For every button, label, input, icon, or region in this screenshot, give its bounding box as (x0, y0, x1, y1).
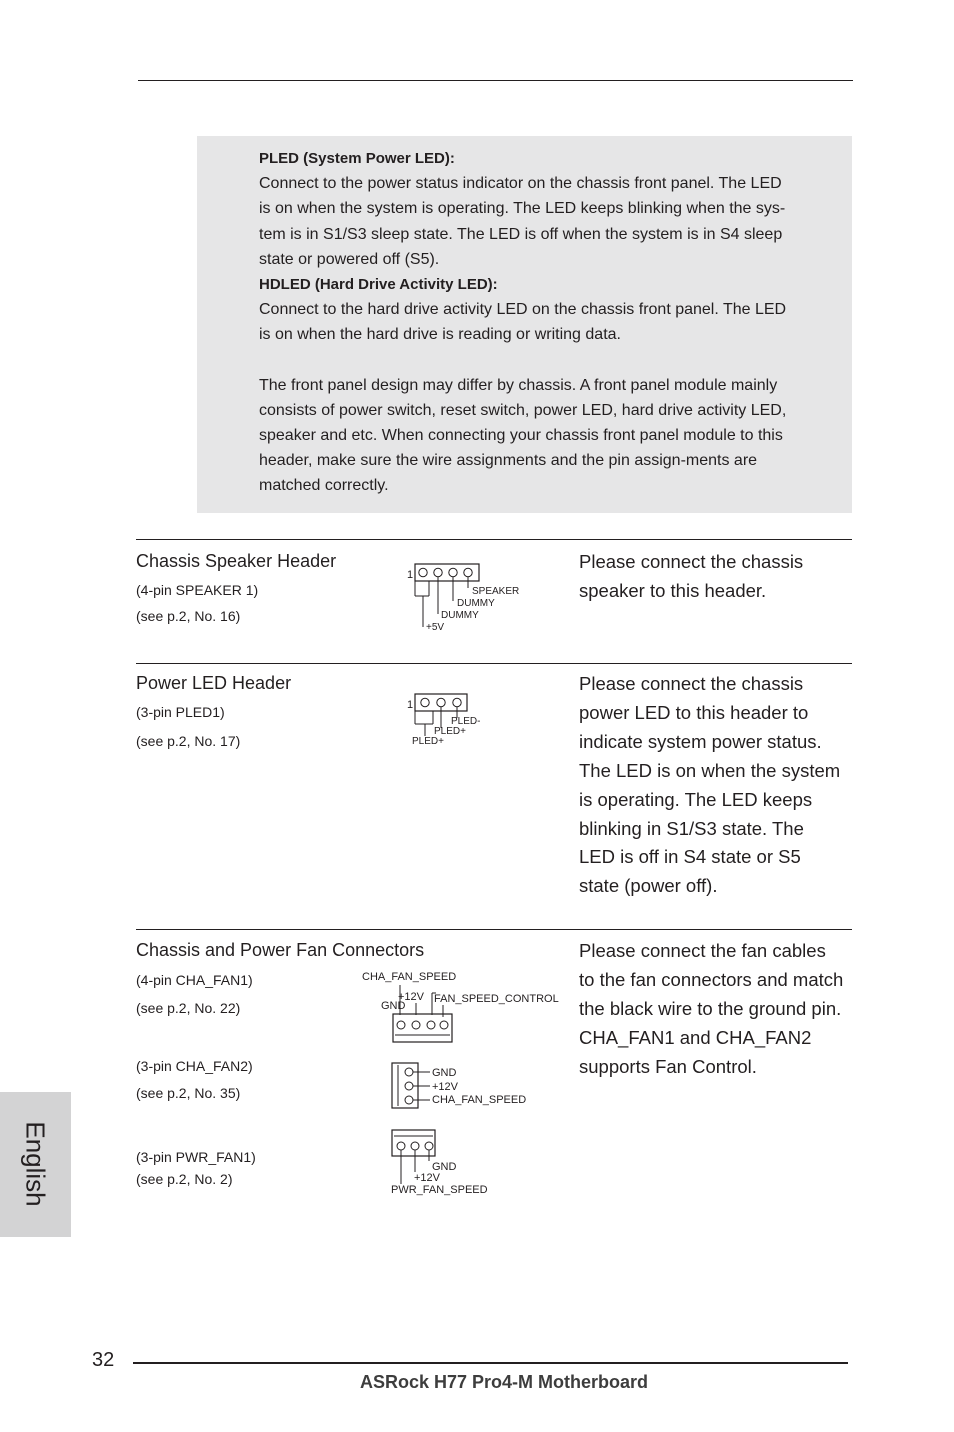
language-tab (0, 1092, 71, 1237)
top-rule (138, 80, 853, 81)
section-rule (136, 663, 852, 664)
desc-line: speaker to this header. (579, 579, 767, 601)
section-rule (136, 929, 852, 930)
note-text (259, 146, 819, 499)
desc-line: state (power off). (579, 875, 718, 897)
speaker-title: Chassis Speaker Header (136, 551, 337, 571)
pin-label-gnd: GND (432, 1067, 457, 1079)
desc-line: Please connect the chassis (579, 673, 804, 694)
cha-fan1-pin: (4-pin CHA_FAN1) (136, 972, 253, 988)
fan-description (579, 937, 859, 1082)
pled-line: tem is in S1/S3 sleep state. The LED is off when the system is in S4 sleep (259, 225, 783, 243)
cha-fan1-diagram (358, 965, 568, 1045)
powerled-header-diagram (400, 690, 495, 748)
pin1-marker: 1 (407, 699, 414, 711)
footer-title: ASRock H77 Pro4-M Motherboard (359, 1372, 649, 1392)
pin-label-12v: +12V (398, 991, 424, 1003)
pled-heading: PLED (System Power LED): (259, 150, 455, 167)
pwr-fan1-ref: (see p.2, No. 2) (136, 1171, 233, 1187)
cha-fan1-ref: (see p.2, No. 22) (136, 1000, 241, 1016)
desc-line: Please connect the chassis (579, 551, 804, 572)
pin-label-pled-plus: PLED+ (434, 726, 466, 737)
desc-line: Please connect the fan cables (579, 940, 826, 961)
desc-line: is operating. The LED keeps (579, 788, 813, 810)
pin-label-pwr-fan-speed: PWR_FAN_SPEED (391, 1184, 488, 1196)
speaker-ref: (see p.2, No. 16) (136, 608, 241, 624)
pin-label-pled-plus: PLED+ (412, 736, 444, 747)
desc-line: CHA_FAN1 and CHA_FAN2 (579, 1026, 812, 1048)
hdled-heading: HDLED (Hard Drive Activity LED): (259, 276, 498, 294)
pin-label-dummy: DUMMY (457, 598, 495, 609)
desc-line: indicate system power status. (579, 730, 822, 752)
desc-line: supports Fan Control. (579, 1055, 757, 1077)
powerled-description (579, 670, 859, 901)
fan-title: Chassis and Power Fan Connectors (136, 940, 425, 960)
pwr-fan1-diagram (388, 1126, 508, 1198)
panel-line: matched correctly. (259, 477, 389, 495)
pin-label-fan-speed-control: FAN_SPEED_CONTROL (434, 993, 559, 1005)
desc-line: power LED to this header to (579, 701, 809, 723)
pled-line: is on when the system is operating. The LED keeps blinking when the sys- (259, 200, 786, 218)
pin1-marker: 1 (407, 569, 414, 581)
pin-label-5v: +5V (426, 622, 445, 633)
panel-line: consists of power switch, reset switch, power LED, hard drive activity LED, (259, 401, 787, 419)
language-tab-label: English (20, 1121, 51, 1207)
pin-label-gnd: GND (381, 1000, 406, 1012)
footer-rule (133, 1362, 848, 1364)
desc-line: The LED is on when the system (579, 759, 841, 781)
pwr-fan1-pin: (3-pin PWR_FAN1) (136, 1149, 256, 1165)
pin-label-12v: +12V (414, 1172, 440, 1184)
pin-label-pled-minus: PLED- (451, 716, 481, 727)
desc-line: the black wire to the ground pin. (579, 997, 842, 1019)
pin-label-12v: +12V (432, 1081, 458, 1093)
pin-label-cha-fan-speed: CHA_FAN_SPEED (362, 971, 457, 983)
panel-line: header, make sure the wire assignments and the pin assign-ments are (259, 452, 758, 470)
cha-fan2-diagram (388, 1060, 528, 1112)
powerled-ref: (see p.2, No. 17) (136, 733, 241, 749)
cha-fan2-pin: (3-pin CHA_FAN2) (136, 1058, 253, 1074)
desc-line: LED is off in S4 state or S5 (579, 846, 801, 868)
speaker-description (579, 548, 859, 606)
section-rule (136, 539, 852, 540)
panel-line: speaker and etc. When connecting your chassis front panel module to this (259, 427, 783, 445)
page-number: 32 (92, 1349, 115, 1371)
pin-label-speaker: SPEAKER (472, 586, 520, 597)
pin-label-gnd: GND (432, 1161, 457, 1173)
hdled-line: is on when the hard drive is reading or writing data. (259, 326, 621, 344)
cha-fan2-ref: (see p.2, No. 35) (136, 1085, 241, 1101)
pin-label-cha-fan-speed: CHA_FAN_SPEED (432, 1094, 527, 1106)
desc-line: blinking in S1/S3 state. The (579, 817, 804, 839)
speaker-pin: (4-pin SPEAKER 1) (136, 582, 259, 598)
powerled-pin: (3-pin PLED1) (136, 704, 225, 720)
pled-line: state or powered off (S5). (259, 250, 440, 268)
hdled-line: Connect to the hard drive activity LED on the chassis front panel. The LED (259, 301, 787, 319)
pled-line: Connect to the power status indicator on the chassis front panel. The LED (259, 175, 782, 193)
speaker-header-diagram (400, 558, 530, 634)
powerled-title: Power LED Header (136, 673, 292, 693)
panel-line: The front panel design may differ by chassis. A front panel module mainly (259, 376, 778, 394)
pin-label-dummy: DUMMY (441, 610, 479, 621)
desc-line: to the fan connectors and match (579, 968, 844, 990)
